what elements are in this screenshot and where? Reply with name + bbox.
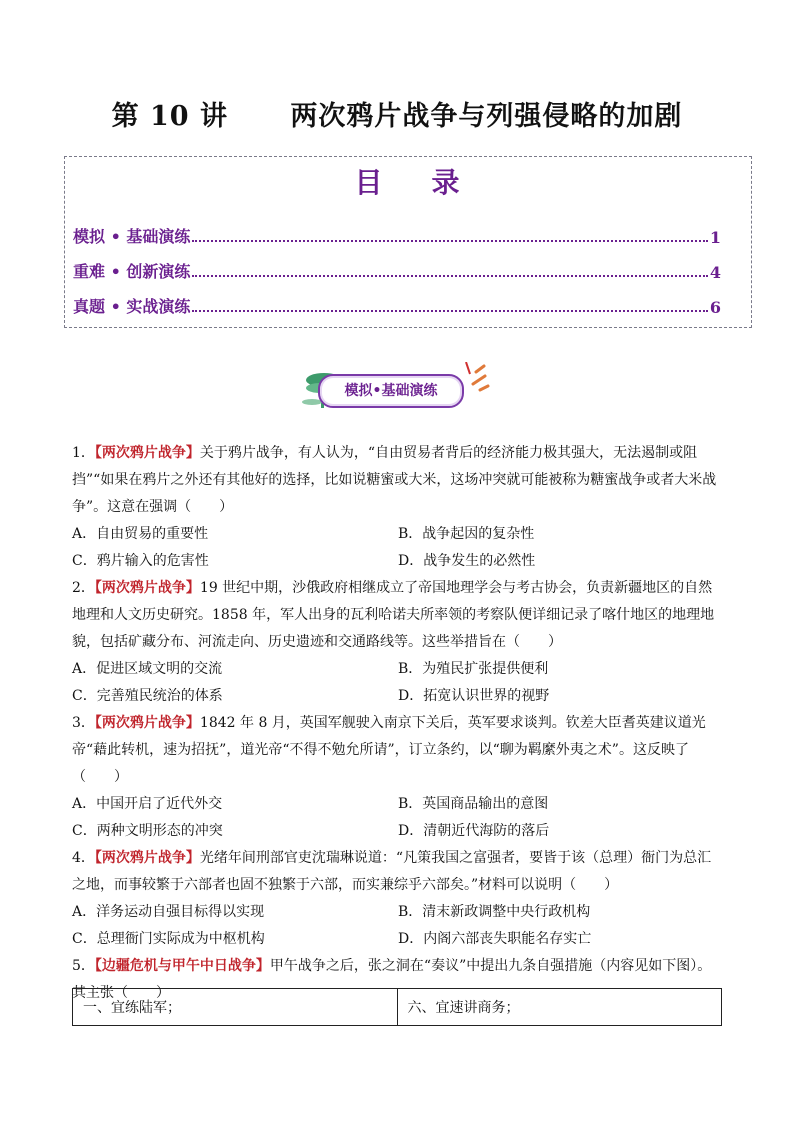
question-text: 关于鸦片战争，有人认为，“自由贸易者背后的经济能力极其强大，无法遏制或阻挡”“如果在鸦片之外还有其他好的选择，比如说糖蜜或大米，这场冲突就可能被称为糖蜜战争或者大米战争”。这意在强调（ ） — [72, 445, 717, 515]
option-b[interactable]: B．为殖民扩张提供便利 — [398, 661, 549, 677]
section-banner — [290, 362, 500, 412]
question-number: 2． — [72, 580, 95, 596]
option-c[interactable]: C．鸦片输入的危害性 — [72, 553, 209, 569]
option-d[interactable]: D．战争发生的必然性 — [398, 553, 536, 569]
question-3 — [72, 710, 724, 845]
option-d[interactable]: D．内阁六部丧失职能名存实亡 — [398, 931, 592, 947]
toc-leader-dots — [192, 309, 707, 312]
question-4 — [72, 845, 724, 953]
toc-item-label: 真题 • 实战演练 — [73, 297, 191, 316]
toc-heading: 目 录 — [354, 166, 462, 199]
page-title: 第 10 讲 两次鸦片战争与列强侵略的加剧 — [111, 101, 683, 132]
option-a[interactable]: A．促进区域文明的交流 — [72, 661, 223, 677]
option-b[interactable]: B．清末新政调整中央行政机构 — [398, 904, 591, 920]
toc-item-label: 模拟 • 基础演练 — [73, 227, 191, 246]
table-cell: 一、宜练陆军； — [83, 1000, 181, 1016]
question-text: 甲午战争之后，张之洞在“奏议”中提出九条自强措施（内容见如下图）。其主张（ ） — [72, 958, 712, 1001]
option-d[interactable]: D．清朝近代海防的落后 — [398, 823, 550, 839]
option-b[interactable]: B．战争起因的复杂性 — [398, 526, 535, 542]
table-of-contents — [64, 156, 752, 328]
toc-item-page: 4 — [709, 263, 721, 282]
toc-item[interactable] — [73, 258, 721, 282]
option-c[interactable]: C．总理衙门实际成为中枢机构 — [72, 931, 265, 947]
option-d[interactable]: D．拓宽认识世界的视野 — [398, 688, 550, 704]
question-tag: 【边疆危机与甲午中日战争】 — [94, 958, 270, 974]
question-1 — [72, 440, 724, 575]
question-5-table — [72, 988, 722, 1026]
option-a[interactable]: A．自由贸易的重要性 — [72, 526, 209, 542]
toc-item-label: 重难 • 创新演练 — [73, 262, 191, 281]
option-a[interactable]: A．洋务运动自强目标得以实现 — [72, 904, 265, 920]
question-tag: 【两次鸦片战争】 — [94, 580, 200, 596]
option-a[interactable]: A．中国开启了近代外交 — [72, 796, 223, 812]
question-number: 4． — [72, 850, 95, 866]
question-number: 3． — [72, 715, 95, 731]
option-b[interactable]: B．英国商品输出的意图 — [398, 796, 549, 812]
question-tag: 【两次鸦片战争】 — [94, 850, 200, 866]
toc-item[interactable] — [73, 223, 721, 247]
option-c[interactable]: C．完善殖民统治的体系 — [72, 688, 223, 704]
question-text: 1842 年 8 月，英国军舰驶入南京下关后，英军要求谈判。钦差大臣耆英建议道光帝“藉此转机，速为招抚”，道光帝“不得不勉允所请”，订立条约，以“聊为羁縻外夷之术”。这反映了（ ） — [72, 715, 706, 785]
toc-leader-dots — [192, 274, 707, 277]
section-banner-label: 模拟•基础演练 — [318, 374, 464, 408]
table-cell: 六、宜速讲商务； — [397, 989, 722, 1025]
question-tag: 【两次鸦片战争】 — [94, 445, 200, 461]
question-2 — [72, 575, 724, 710]
question-text: 19 世纪中期，沙俄政府相继成立了帝国地理学会与考古协会，负责新疆地区的自然地理和人文历史研究。1858 年，军人出身的瓦利哈诺夫所率领的考察队便详细记录了喀什地区的地理地貌，包括矿藏分布、河流走向、历史遗迹和交通路线等。这些举措旨在（ ） — [72, 580, 715, 650]
question-list — [72, 440, 724, 1007]
toc-item-page: 1 — [709, 228, 721, 247]
question-number: 5． — [72, 958, 95, 974]
toc-leader-dots — [192, 239, 707, 242]
question-text: 光绪年间刑部官吏沈瑞琳说道：“凡策我国之富强者，要皆于该（总理）衙门为总汇之地，而事较繁于六部者也固不独繁于六部，而实兼综乎六部矣。”材料可以说明（ ） — [72, 850, 712, 893]
option-c[interactable]: C．两种文明形态的冲突 — [72, 823, 223, 839]
question-tag: 【两次鸦片战争】 — [94, 715, 200, 731]
toc-item[interactable] — [73, 293, 721, 317]
toc-item-page: 6 — [709, 298, 721, 317]
question-number: 1． — [72, 445, 95, 461]
